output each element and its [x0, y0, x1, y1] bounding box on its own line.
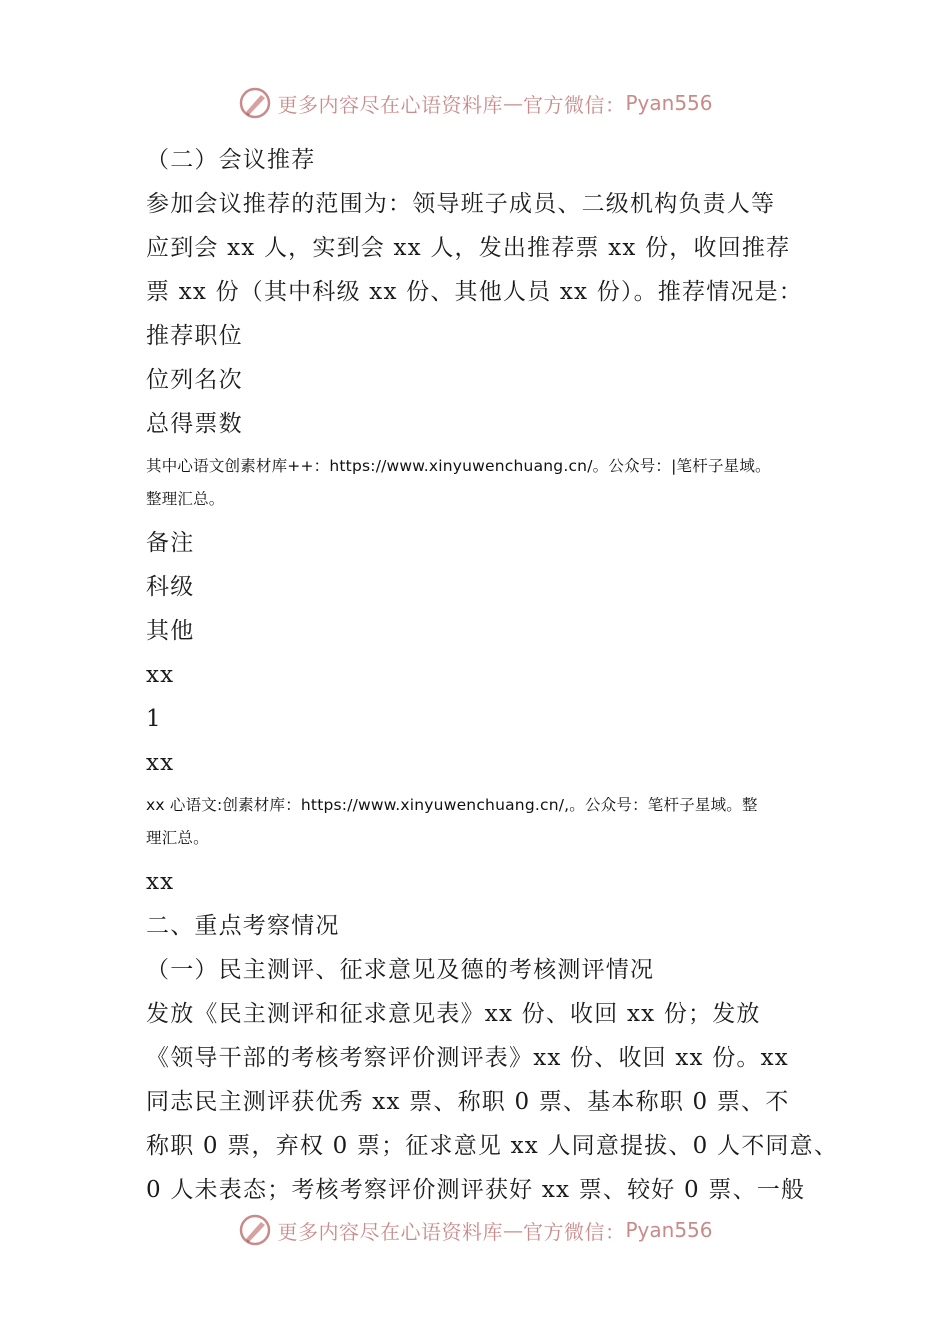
- banner-label: 官方微信：: [522, 92, 626, 117]
- table-cell-text: xx: [146, 869, 175, 895]
- banner-wechat-id: Pyan556: [625, 1218, 713, 1242]
- section-heading: 二、重点考察情况: [146, 913, 340, 939]
- paragraph-line: 应到会 xx 人，实到会 xx 人，发出推荐票 xx 份，收回推荐: [146, 235, 791, 261]
- watermark-line: 理汇总。: [146, 829, 209, 847]
- watermark-line: 整理汇总。: [146, 490, 225, 508]
- banner-separator: —: [502, 1218, 523, 1242]
- paragraph-line: 参加会议推荐的范围为：领导班子成员、二级机构负责人等: [146, 191, 776, 217]
- table-cell-text: 其他: [146, 618, 195, 644]
- watermark-line: xx 心语文:创素材库：https://www.xinyuwenchuang.cn/,。公众号：笔杆子星域。整: [146, 796, 758, 814]
- table-cell-text: 推荐职位: [146, 323, 243, 349]
- section-heading: （二）会议推荐: [146, 147, 316, 173]
- table-cell-text: 备注: [146, 530, 195, 556]
- watermark-line: 其中心语文创素材库++：https://www.xinyuwenchuang.cn/。公众号：|笔杆子星域。: [146, 457, 771, 475]
- subsection-heading: （一）民主测评、征求意见及德的考核测评情况: [146, 957, 655, 983]
- pen-circle-logo-icon: [237, 1212, 273, 1248]
- paragraph-line: 0 人未表态；考核考察评价测评获好 xx 票、较好 0 票、一般: [146, 1177, 806, 1203]
- footer-banner: [0, 1210, 950, 1250]
- paragraph-line: 称职 0 票，弃权 0 票；征求意见 xx 人同意提拔、0 人不同意、: [146, 1133, 839, 1159]
- table-cell-text: 1: [146, 706, 162, 732]
- paragraph-line: 《领导干部的考核考察评价测评表》xx 份、收回 xx 份。xx: [146, 1045, 789, 1071]
- paragraph-line: 发放《民主测评和征求意见表》xx 份、收回 xx 份；发放: [146, 1001, 761, 1027]
- header-banner: [0, 83, 950, 123]
- paragraph-line: 同志民主测评获优秀 xx 票、称职 0 票、基本称职 0 票、不: [146, 1089, 790, 1115]
- pen-circle-logo-icon: [237, 85, 273, 121]
- table-cell-text: xx: [146, 662, 175, 688]
- document-body: [146, 138, 839, 1212]
- table-cell-text: xx: [146, 750, 175, 776]
- table-cell-text: 总得票数: [146, 411, 243, 437]
- banner-wechat-id: Pyan556: [625, 91, 713, 115]
- paragraph-line: 票 xx 份（其中科级 xx 份、其他人员 xx 份）。推荐情况是：: [146, 279, 803, 305]
- table-cell-text: 科级: [146, 574, 195, 600]
- table-cell-text: 位列名次: [146, 367, 243, 393]
- banner-separator: —: [502, 91, 523, 115]
- banner-text: 更多内容尽在心语资料库: [277, 1219, 503, 1244]
- banner-text: 更多内容尽在心语资料库: [277, 92, 503, 117]
- banner-label: 官方微信：: [522, 1219, 626, 1244]
